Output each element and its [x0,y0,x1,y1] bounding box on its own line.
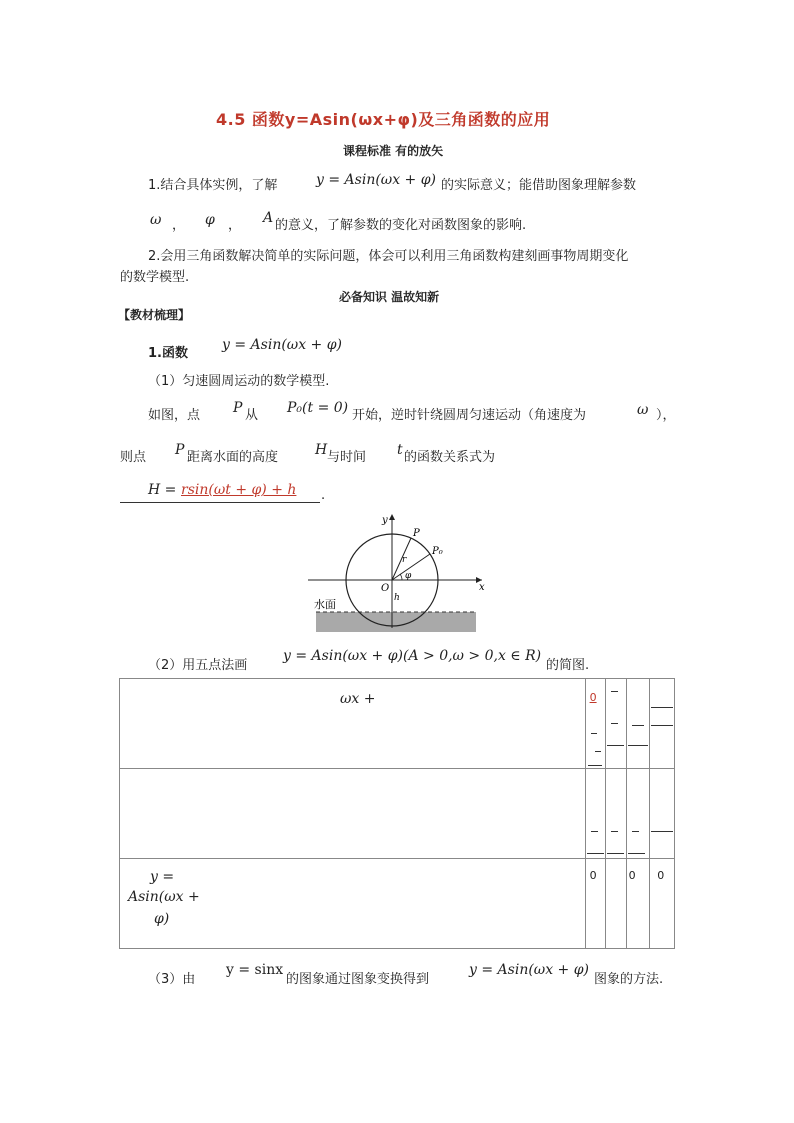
blank-line [611,831,618,832]
table-row [120,769,675,859]
five-point-table [119,678,675,949]
p0-label: P₀ [432,546,443,557]
desc-p-2: P [175,442,185,458]
blank-line [591,831,598,832]
sub3-mid: 的图象通过图象变换得到 [286,972,430,987]
angle-arc [400,574,402,580]
desc-height: 距离水面的高度 [187,450,279,465]
circle-diagram [300,510,500,636]
sub3-suffix: 图象的方法. [594,972,664,987]
table-cell[interactable] [626,679,650,769]
blank-line [588,765,602,766]
desc-p: P [233,400,243,416]
standard-item2-line1: 2.会用三角函数解决简单的实际问题，体会可以利用三角函数构建刻画事物周期变化 [148,249,629,264]
p-label: P [413,528,420,539]
water-label: 水面 [314,598,336,611]
blank-line [632,831,639,832]
h-label: h [394,593,400,603]
table-row3-label-cell [120,859,586,949]
table-cell[interactable] [626,769,650,859]
table-cell[interactable] [606,859,627,949]
param-phi: φ [205,212,215,228]
blank-line [595,751,601,752]
r-label: r [402,555,407,565]
param-a: A [263,210,274,226]
blank-line [611,723,618,724]
table-cell[interactable] [585,859,606,949]
table-row [120,679,675,769]
desc-t: t [397,442,403,458]
standard-item2-line2: 的数学模型. [120,270,190,285]
standard-item1-suffix: 的实际意义；能借助图象理解参数 [441,178,637,193]
blank-line [651,725,673,726]
circle-figure [300,510,500,636]
blank-line [628,853,645,854]
blank-line [651,707,673,708]
section-heading-knowledge: 必备知识 温故知新 [339,290,440,304]
y-label: y [382,515,388,526]
sub3-formula-2: y = Asin(ωx + φ) [469,962,589,978]
o-label: O [381,583,390,594]
table-cell[interactable] [585,679,606,769]
section-heading-standard: 课程标准 有的放矢 [343,144,444,158]
param-comma-2: ， [228,218,242,233]
sub3-formula-1: y = sinx [226,962,284,978]
y-axis-arrow-icon [389,514,395,520]
blank-line [587,853,604,854]
table-row1-first-value: 0 [589,691,597,704]
textbook-label: 【教材梳理】 [118,308,191,322]
sub2-suffix: 的简图. [546,658,590,673]
blank-line [591,733,597,734]
table-row2-label-cell [120,769,586,859]
blank-line [611,691,618,692]
blank-line [651,831,673,832]
table-cell[interactable] [650,769,675,859]
table-row3-value-3: 0 [628,869,636,882]
point1-prefix: 1.函数 [148,346,188,361]
table-cell[interactable] [585,769,606,859]
table-row1-label-cell [120,679,586,769]
answer-period: . [321,488,326,503]
table-cell[interactable] [626,859,650,949]
table-cell[interactable] [606,769,627,859]
point1-formula: y = Asin(ωx + φ) [222,337,342,353]
desc-h: H [315,442,328,458]
table-row3-value-1: 0 [589,869,597,882]
sub2-formula: y = Asin(ωx + φ)(A > 0,ω > 0,x ∈ R) [283,648,542,664]
table-cell[interactable] [606,679,627,769]
table-row3-label-line3: φ) [154,911,170,927]
sub2-prefix: （2）用五点法画 [148,658,248,673]
desc-rel: 的函数关系式为 [404,450,496,465]
desc-close: ）， [656,408,676,423]
table-row1-label: ωx + [340,691,376,707]
desc-a: 如图，点 [148,408,201,423]
table-row3-value-4: 0 [657,869,665,882]
blank-line [607,853,624,854]
answer-rhs: rsin(ωt + φ) + h [181,482,297,498]
table-cell[interactable] [650,859,675,949]
param-omega: ω [150,212,162,228]
desc-from: 从 [245,408,259,423]
answer-underline [120,502,320,503]
standard-item1-formula: y = Asin(ωx + φ) [316,172,436,188]
standard-item1-prefix: 1.结合具体实例，了解 [148,178,278,193]
table-row3-label-line2: Asin(ωx + [128,889,200,905]
x-label: x [479,582,485,593]
desc-with: 与时间 [327,450,367,465]
phi-label: φ [405,571,412,581]
sub3-prefix: （3）由 [148,972,196,987]
desc-omega: ω [637,402,649,418]
desc-start: 开始，逆时针绕圆周匀速运动（角速度为 [352,408,587,423]
blank-line [628,745,648,746]
table-row [120,859,675,949]
blank-line [632,725,644,726]
standard-item1-line2-suffix: 的意义，了解参数的变化对函数图象的影响. [275,218,527,233]
answer-lhs: H = [148,482,177,498]
param-comma-1: ， [172,218,186,233]
blank-line [607,745,624,746]
table-row3-label-line1: y = [150,869,175,885]
desc-b: 则点 [120,450,147,465]
sub1-text: （1）匀速圆周运动的数学模型. [148,374,330,389]
table-cell[interactable] [650,679,675,769]
water-block [316,612,476,632]
page-title: 4.5 函数y=Asin(ωx+φ)及三角函数的应用 [216,110,551,129]
desc-p0: P₀(t = 0) [287,400,349,416]
